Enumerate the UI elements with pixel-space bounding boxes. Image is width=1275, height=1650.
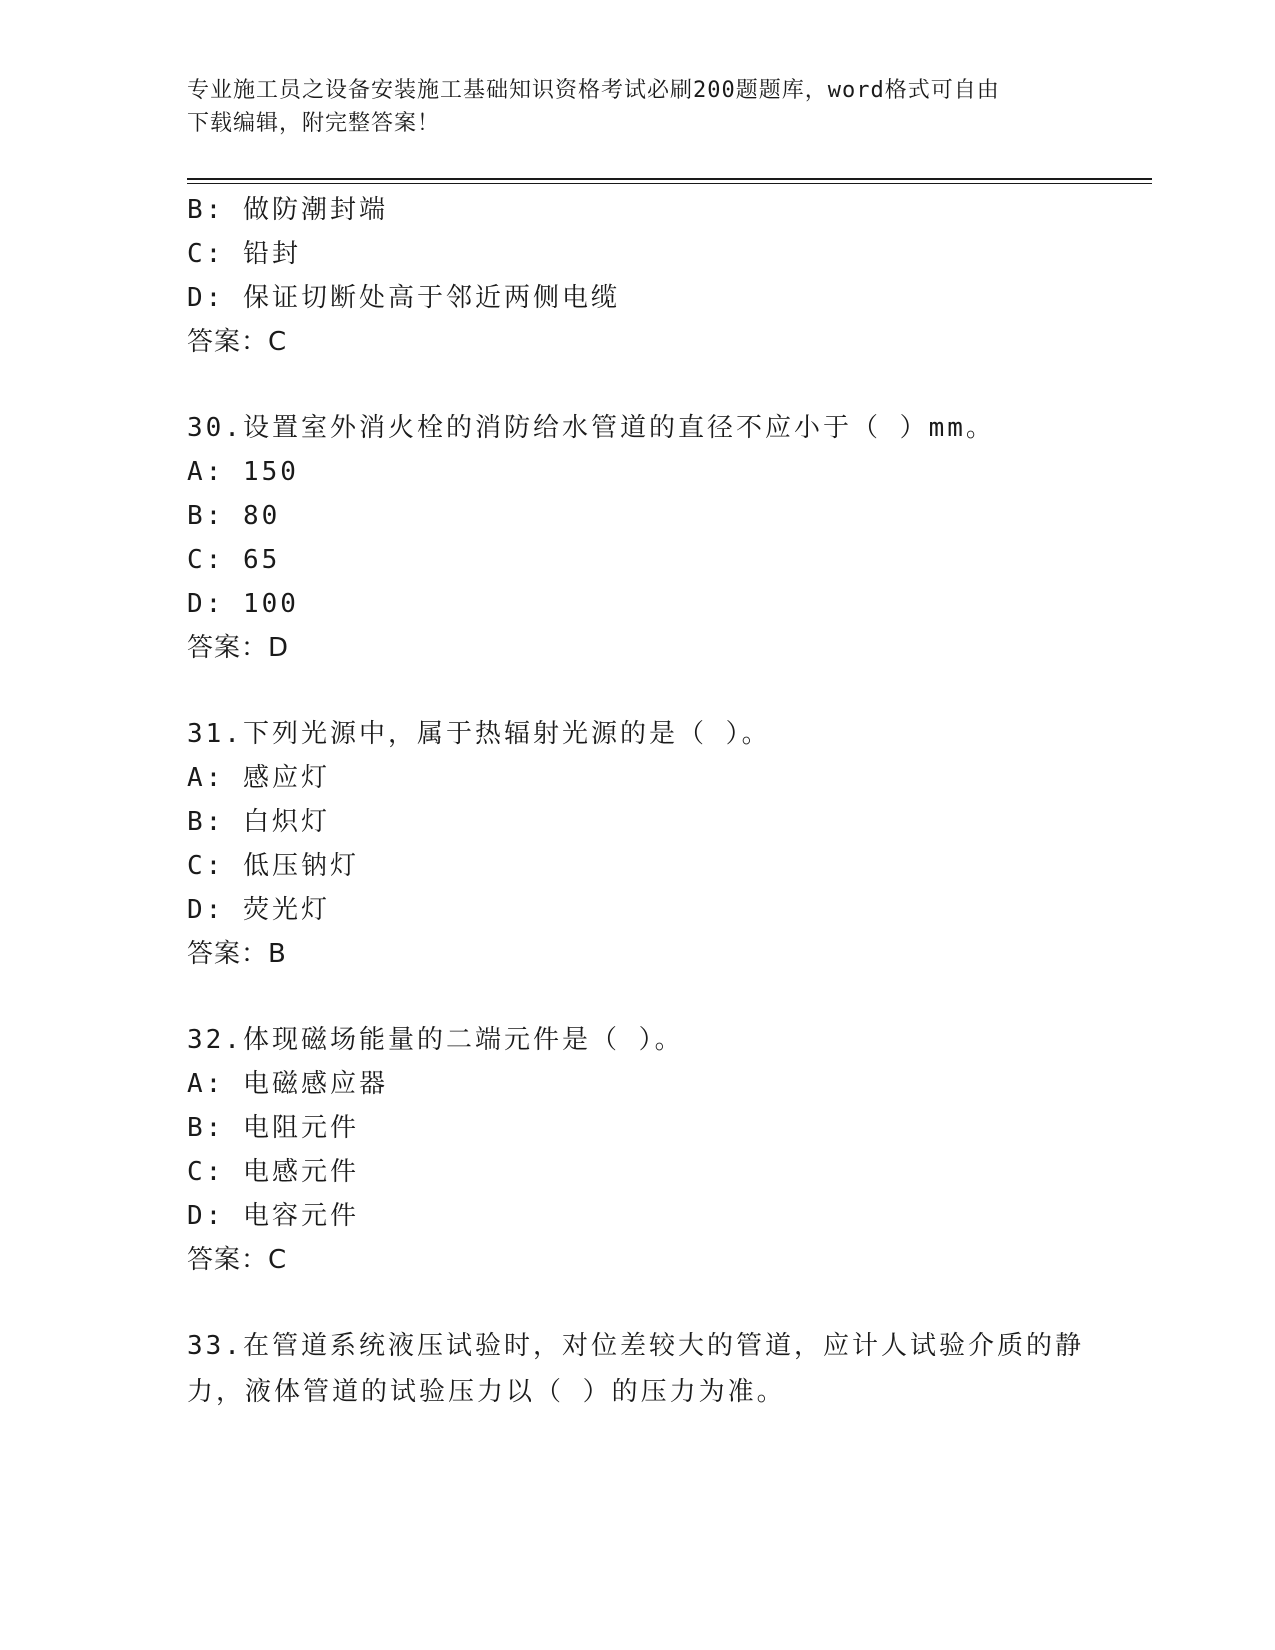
q33-question-line-2: 力，液体管道的试验压力以（ ）的压力为准。 bbox=[187, 1377, 786, 1407]
q30-option-d: D: 100 bbox=[187, 589, 299, 619]
document-header bbox=[187, 74, 1077, 140]
header-divider-thin bbox=[187, 183, 1152, 184]
q31-option-d: D: 荧光灯 bbox=[187, 895, 330, 925]
q30-option-a: A: 150 bbox=[187, 457, 299, 487]
q29-option-c: C: 铅封 bbox=[187, 239, 301, 269]
q33-question-line-1: 33.在管道系统液压试验时，对位差较大的管道，应计人试验介质的静 bbox=[187, 1331, 1084, 1361]
header-divider-thick bbox=[187, 178, 1152, 180]
q29-option-d: D: 保证切断处高于邻近两侧电缆 bbox=[187, 283, 620, 313]
q32-option-c: C: 电感元件 bbox=[187, 1157, 359, 1187]
q30-option-b: B: 80 bbox=[187, 501, 281, 531]
q30-question: 30.设置室外消火栓的消防给水管道的直径不应小于（ ）mm。 bbox=[187, 413, 995, 443]
q30-answer: 答案：D bbox=[187, 633, 290, 663]
q31-question: 31.下列光源中，属于热辐射光源的是（ ）。 bbox=[187, 719, 771, 749]
q32-option-b: B: 电阻元件 bbox=[187, 1113, 359, 1143]
q29-option-b: B: 做防潮封端 bbox=[187, 195, 388, 225]
q32-answer: 答案：C bbox=[187, 1245, 288, 1275]
q31-option-b: B: 白炽灯 bbox=[187, 807, 330, 837]
q31-answer: 答案：B bbox=[187, 939, 287, 969]
header-line-2: 下载编辑，附完整答案！ bbox=[187, 111, 441, 136]
q30-option-c: C: 65 bbox=[187, 545, 281, 575]
q32-option-a: A: 电磁感应器 bbox=[187, 1069, 388, 1099]
q31-option-c: C: 低压钠灯 bbox=[187, 851, 359, 881]
q32-option-d: D: 电容元件 bbox=[187, 1201, 359, 1231]
header-line-1: 专业施工员之设备安装施工基础知识资格考试必刷200题题库，word格式可自由 bbox=[187, 78, 1000, 103]
q29-answer: 答案：C bbox=[187, 327, 288, 357]
q32-question: 32.体现磁场能量的二端元件是（ ）。 bbox=[187, 1025, 684, 1055]
q31-option-a: A: 感应灯 bbox=[187, 763, 330, 793]
